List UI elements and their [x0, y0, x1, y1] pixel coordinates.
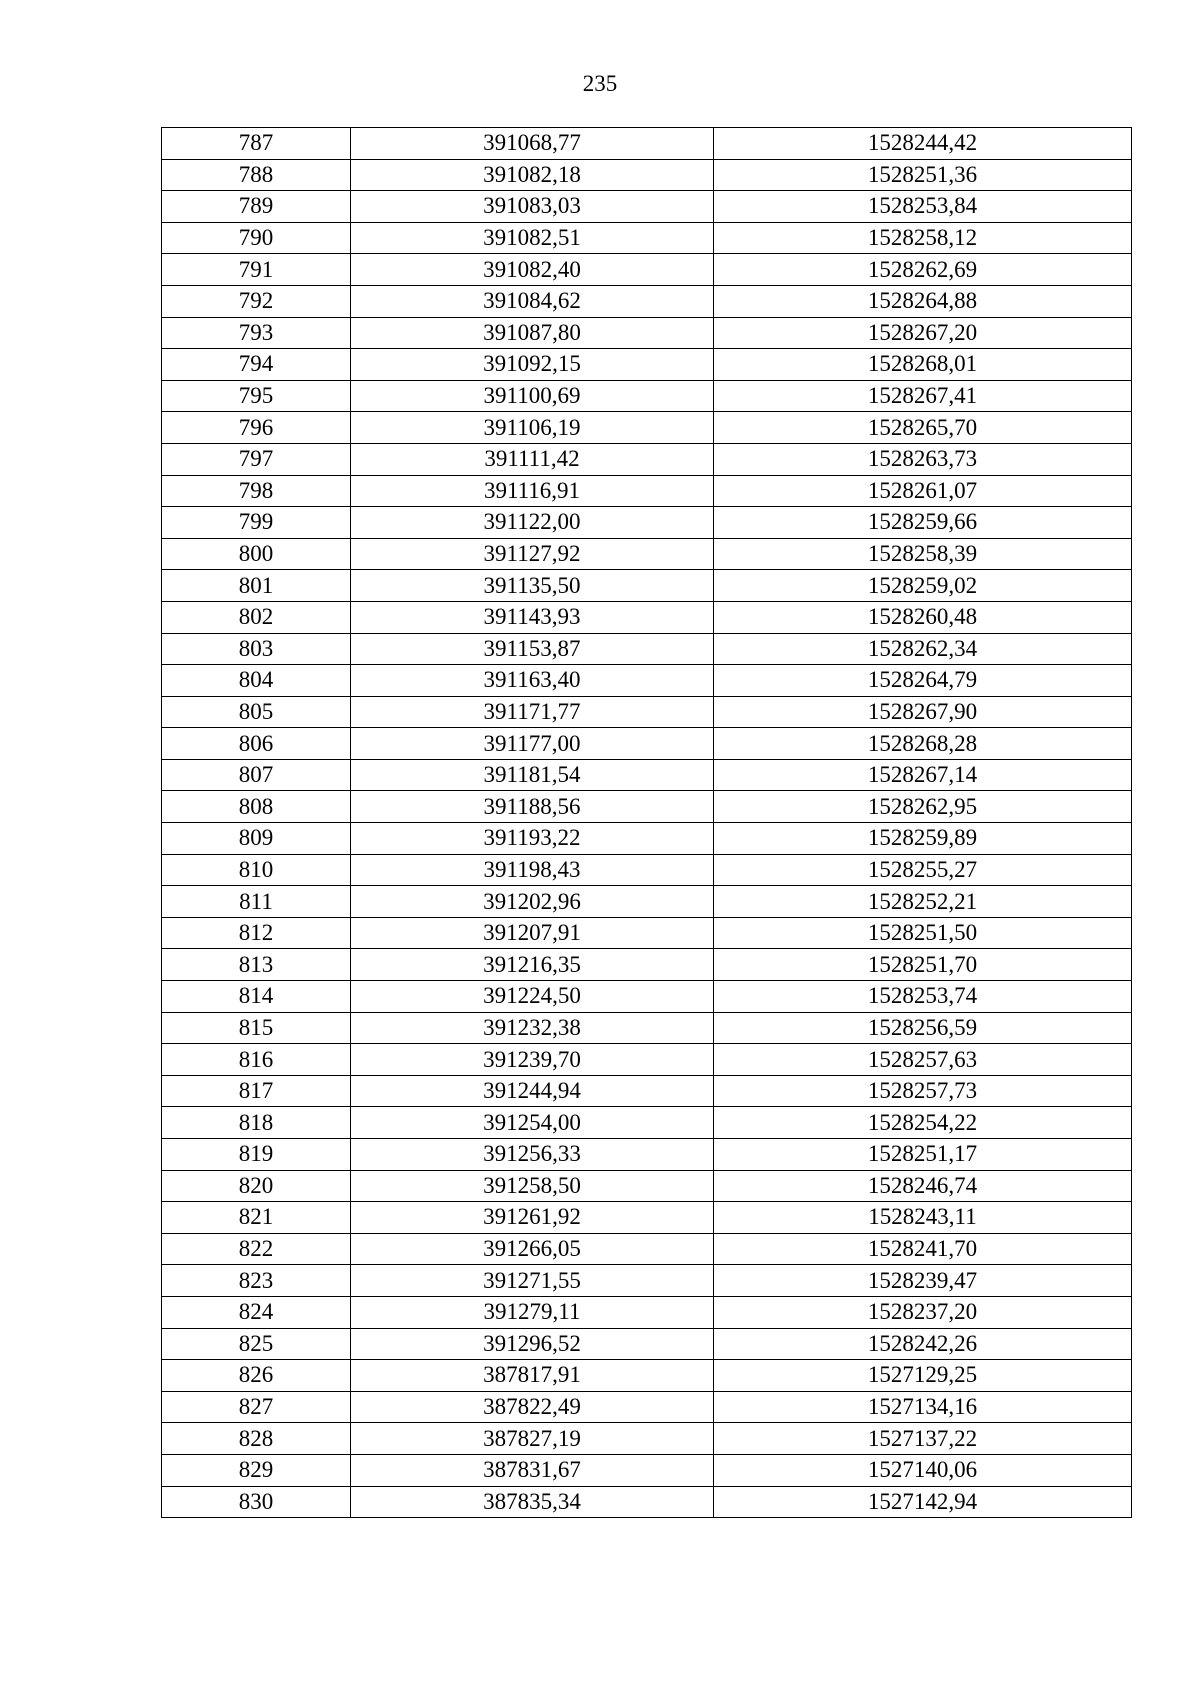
table-row — [162, 191, 1132, 223]
point-number-cell: 796 — [162, 412, 351, 444]
point-number-cell: 819 — [162, 1139, 351, 1171]
table-row — [162, 507, 1132, 539]
x-coordinate-cell: 391116,91 — [351, 475, 714, 507]
table-row — [162, 633, 1132, 665]
y-coordinate-cell: 1528242,26 — [714, 1328, 1132, 1360]
table-row — [162, 823, 1132, 855]
y-coordinate-cell: 1528264,79 — [714, 665, 1132, 697]
y-coordinate-cell: 1528253,84 — [714, 191, 1132, 223]
table-row — [162, 1328, 1132, 1360]
y-coordinate-cell: 1528265,70 — [714, 412, 1132, 444]
y-coordinate-cell: 1527134,16 — [714, 1391, 1132, 1423]
point-number-cell: 816 — [162, 1044, 351, 1076]
x-coordinate-cell: 391193,22 — [351, 823, 714, 855]
table-row — [162, 886, 1132, 918]
x-coordinate-cell: 391239,70 — [351, 1044, 714, 1076]
x-coordinate-cell: 391296,52 — [351, 1328, 714, 1360]
point-number-cell: 828 — [162, 1423, 351, 1455]
x-coordinate-cell: 391100,69 — [351, 380, 714, 412]
point-number-cell: 799 — [162, 507, 351, 539]
x-coordinate-cell: 391258,50 — [351, 1170, 714, 1202]
y-coordinate-cell: 1528267,20 — [714, 317, 1132, 349]
y-coordinate-cell: 1528243,11 — [714, 1202, 1132, 1234]
table-row — [162, 1233, 1132, 1265]
table-row — [162, 981, 1132, 1013]
point-number-cell: 809 — [162, 823, 351, 855]
point-number-cell: 790 — [162, 222, 351, 254]
coordinates-table — [161, 127, 1132, 1518]
x-coordinate-cell: 387822,49 — [351, 1391, 714, 1423]
y-coordinate-cell: 1528258,12 — [714, 222, 1132, 254]
point-number-cell: 813 — [162, 949, 351, 981]
x-coordinate-cell: 391111,42 — [351, 443, 714, 475]
y-coordinate-cell: 1528259,66 — [714, 507, 1132, 539]
x-coordinate-cell: 391224,50 — [351, 981, 714, 1013]
y-coordinate-cell: 1528268,28 — [714, 728, 1132, 760]
point-number-cell: 811 — [162, 886, 351, 918]
y-coordinate-cell: 1528246,74 — [714, 1170, 1132, 1202]
x-coordinate-cell: 391181,54 — [351, 759, 714, 791]
point-number-cell: 798 — [162, 475, 351, 507]
y-coordinate-cell: 1527142,94 — [714, 1486, 1132, 1518]
point-number-cell: 803 — [162, 633, 351, 665]
table-row — [162, 1170, 1132, 1202]
table-row — [162, 665, 1132, 697]
y-coordinate-cell: 1528241,70 — [714, 1233, 1132, 1265]
point-number-cell: 810 — [162, 854, 351, 886]
y-coordinate-cell: 1528257,63 — [714, 1044, 1132, 1076]
y-coordinate-cell: 1528260,48 — [714, 601, 1132, 633]
y-coordinate-cell: 1528267,90 — [714, 696, 1132, 728]
y-coordinate-cell: 1528255,27 — [714, 854, 1132, 886]
point-number-cell: 804 — [162, 665, 351, 697]
y-coordinate-cell: 1528267,14 — [714, 759, 1132, 791]
y-coordinate-cell: 1528237,20 — [714, 1296, 1132, 1328]
x-coordinate-cell: 391082,40 — [351, 254, 714, 286]
table-row — [162, 538, 1132, 570]
point-number-cell: 788 — [162, 159, 351, 191]
table-row — [162, 128, 1132, 160]
table-row — [162, 1454, 1132, 1486]
table-row — [162, 1391, 1132, 1423]
x-coordinate-cell: 387827,19 — [351, 1423, 714, 1455]
x-coordinate-cell: 391171,77 — [351, 696, 714, 728]
table-row — [162, 1360, 1132, 1392]
x-coordinate-cell: 391216,35 — [351, 949, 714, 981]
point-number-cell: 817 — [162, 1075, 351, 1107]
point-number-cell: 824 — [162, 1296, 351, 1328]
x-coordinate-cell: 391254,00 — [351, 1107, 714, 1139]
y-coordinate-cell: 1527140,06 — [714, 1454, 1132, 1486]
x-coordinate-cell: 391256,33 — [351, 1139, 714, 1171]
x-coordinate-cell: 391082,51 — [351, 222, 714, 254]
x-coordinate-cell: 391127,92 — [351, 538, 714, 570]
point-number-cell: 818 — [162, 1107, 351, 1139]
coordinates-table-body — [162, 128, 1132, 1518]
x-coordinate-cell: 391082,18 — [351, 159, 714, 191]
x-coordinate-cell: 391106,19 — [351, 412, 714, 444]
x-coordinate-cell: 391092,15 — [351, 349, 714, 381]
point-number-cell: 808 — [162, 791, 351, 823]
point-number-cell: 805 — [162, 696, 351, 728]
table-row — [162, 1012, 1132, 1044]
y-coordinate-cell: 1528267,41 — [714, 380, 1132, 412]
table-row — [162, 1265, 1132, 1297]
x-coordinate-cell: 391261,92 — [351, 1202, 714, 1234]
table-row — [162, 949, 1132, 981]
point-number-cell: 823 — [162, 1265, 351, 1297]
table-row — [162, 1044, 1132, 1076]
x-coordinate-cell: 391087,80 — [351, 317, 714, 349]
point-number-cell: 789 — [162, 191, 351, 223]
point-number-cell: 795 — [162, 380, 351, 412]
table-row — [162, 1202, 1132, 1234]
point-number-cell: 812 — [162, 917, 351, 949]
table-row — [162, 759, 1132, 791]
table-row — [162, 696, 1132, 728]
x-coordinate-cell: 391068,77 — [351, 128, 714, 160]
y-coordinate-cell: 1528268,01 — [714, 349, 1132, 381]
table-row — [162, 254, 1132, 286]
table-row — [162, 854, 1132, 886]
point-number-cell: 800 — [162, 538, 351, 570]
x-coordinate-cell: 391271,55 — [351, 1265, 714, 1297]
x-coordinate-cell: 387835,34 — [351, 1486, 714, 1518]
table-row — [162, 570, 1132, 602]
table-row — [162, 601, 1132, 633]
table-row — [162, 222, 1132, 254]
y-coordinate-cell: 1528253,74 — [714, 981, 1132, 1013]
x-coordinate-cell: 391122,00 — [351, 507, 714, 539]
table-row — [162, 159, 1132, 191]
table-row — [162, 285, 1132, 317]
x-coordinate-cell: 391198,43 — [351, 854, 714, 886]
point-number-cell: 827 — [162, 1391, 351, 1423]
y-coordinate-cell: 1528244,42 — [714, 128, 1132, 160]
x-coordinate-cell: 391177,00 — [351, 728, 714, 760]
y-coordinate-cell: 1528259,02 — [714, 570, 1132, 602]
y-coordinate-cell: 1528262,95 — [714, 791, 1132, 823]
point-number-cell: 787 — [162, 128, 351, 160]
point-number-cell: 815 — [162, 1012, 351, 1044]
y-coordinate-cell: 1528251,17 — [714, 1139, 1132, 1171]
x-coordinate-cell: 391202,96 — [351, 886, 714, 918]
table-row — [162, 1296, 1132, 1328]
point-number-cell: 792 — [162, 285, 351, 317]
point-number-cell: 807 — [162, 759, 351, 791]
x-coordinate-cell: 387831,67 — [351, 1454, 714, 1486]
point-number-cell: 793 — [162, 317, 351, 349]
x-coordinate-cell: 391083,03 — [351, 191, 714, 223]
y-coordinate-cell: 1528251,50 — [714, 917, 1132, 949]
x-coordinate-cell: 391207,91 — [351, 917, 714, 949]
table-row — [162, 475, 1132, 507]
x-coordinate-cell: 391188,56 — [351, 791, 714, 823]
point-number-cell: 797 — [162, 443, 351, 475]
table-row — [162, 917, 1132, 949]
x-coordinate-cell: 387817,91 — [351, 1360, 714, 1392]
y-coordinate-cell: 1528256,59 — [714, 1012, 1132, 1044]
table-row — [162, 349, 1132, 381]
point-number-cell: 814 — [162, 981, 351, 1013]
y-coordinate-cell: 1528262,69 — [714, 254, 1132, 286]
table-row — [162, 1139, 1132, 1171]
point-number-cell: 829 — [162, 1454, 351, 1486]
table-row — [162, 380, 1132, 412]
y-coordinate-cell: 1528251,36 — [714, 159, 1132, 191]
point-number-cell: 806 — [162, 728, 351, 760]
table-row — [162, 1423, 1132, 1455]
y-coordinate-cell: 1528251,70 — [714, 949, 1132, 981]
x-coordinate-cell: 391279,11 — [351, 1296, 714, 1328]
y-coordinate-cell: 1528262,34 — [714, 633, 1132, 665]
point-number-cell: 822 — [162, 1233, 351, 1265]
table-row — [162, 728, 1132, 760]
table-row — [162, 1486, 1132, 1518]
point-number-cell: 820 — [162, 1170, 351, 1202]
point-number-cell: 791 — [162, 254, 351, 286]
point-number-cell: 826 — [162, 1360, 351, 1392]
x-coordinate-cell: 391163,40 — [351, 665, 714, 697]
x-coordinate-cell: 391135,50 — [351, 570, 714, 602]
point-number-cell: 830 — [162, 1486, 351, 1518]
y-coordinate-cell: 1527137,22 — [714, 1423, 1132, 1455]
point-number-cell: 821 — [162, 1202, 351, 1234]
x-coordinate-cell: 391153,87 — [351, 633, 714, 665]
y-coordinate-cell: 1528258,39 — [714, 538, 1132, 570]
point-number-cell: 801 — [162, 570, 351, 602]
y-coordinate-cell: 1528257,73 — [714, 1075, 1132, 1107]
table-row — [162, 1107, 1132, 1139]
table-row — [162, 317, 1132, 349]
x-coordinate-cell: 391232,38 — [351, 1012, 714, 1044]
y-coordinate-cell: 1528259,89 — [714, 823, 1132, 855]
x-coordinate-cell: 391244,94 — [351, 1075, 714, 1107]
point-number-cell: 802 — [162, 601, 351, 633]
table-row — [162, 791, 1132, 823]
page-number: 235 — [582, 71, 618, 96]
y-coordinate-cell: 1528239,47 — [714, 1265, 1132, 1297]
y-coordinate-cell: 1528254,22 — [714, 1107, 1132, 1139]
x-coordinate-cell: 391266,05 — [351, 1233, 714, 1265]
y-coordinate-cell: 1528263,73 — [714, 443, 1132, 475]
point-number-cell: 794 — [162, 349, 351, 381]
table-row — [162, 412, 1132, 444]
x-coordinate-cell: 391084,62 — [351, 285, 714, 317]
y-coordinate-cell: 1528264,88 — [714, 285, 1132, 317]
x-coordinate-cell: 391143,93 — [351, 601, 714, 633]
table-row — [162, 443, 1132, 475]
y-coordinate-cell: 1528261,07 — [714, 475, 1132, 507]
y-coordinate-cell: 1528252,21 — [714, 886, 1132, 918]
y-coordinate-cell: 1527129,25 — [714, 1360, 1132, 1392]
point-number-cell: 825 — [162, 1328, 351, 1360]
table-row — [162, 1075, 1132, 1107]
